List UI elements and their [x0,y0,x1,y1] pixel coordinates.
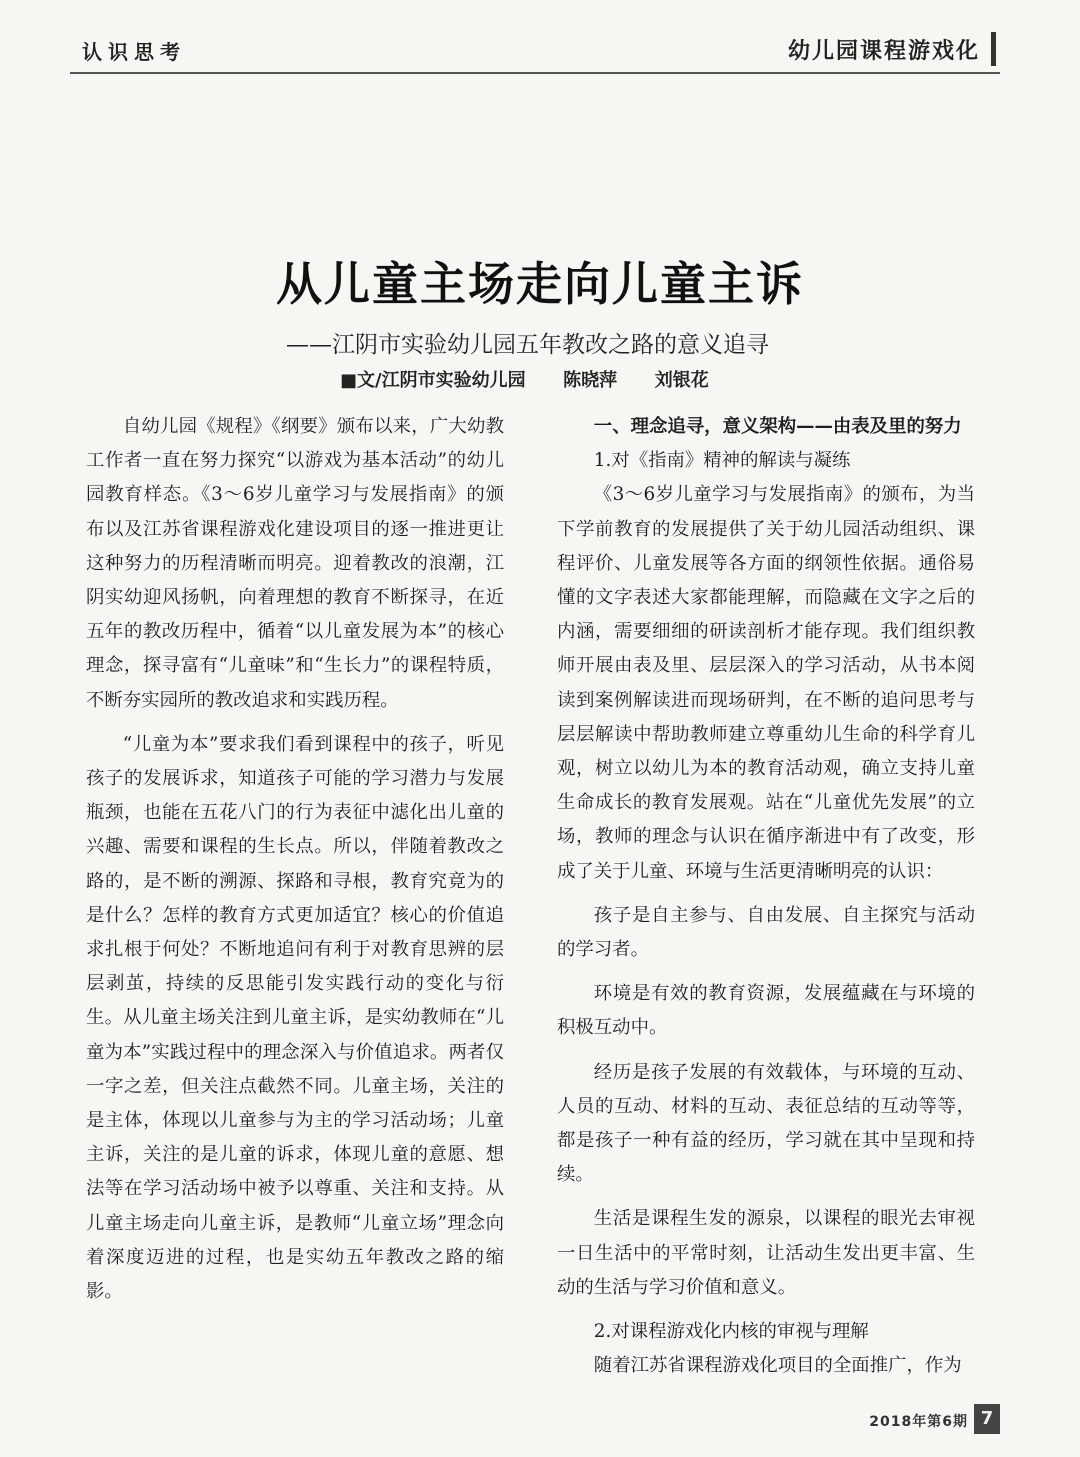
article-subtitle: ——江阴市实验幼儿园五年教改之路的意义追寻 [286,332,769,358]
body-paragraph: 随着江苏省课程游戏化项目的全面推广，作为 [593,1355,962,1377]
body-paragraph: 生活是课程生发的源泉，以课程的眼光去审视一日生活中的平常时刻，让活动生发出更丰富、生动的生活与学习价值和意义。 [557,1208,975,1298]
subsection-heading: 2.对课程游戏化内核的审视与理解 [593,1321,869,1343]
section-label: 认识思考 [82,40,186,64]
body-paragraph: 《3～6岁儿童学习与发展指南》的颁布，为当下学前教育的发展提供了关于幼儿园活动组织、课程评价、儿童发展等各方面的纲领性依据。通俗易懂的文字表述大家都能理解，而隐藏在文字之后的内涵，需要细细的研读剖析才能存现。我们组织教师开展由表及里、层层深入的学习活动，从书本阅读到案例解读进而现场研判，在不断的追问思考与层层解读中帮助教师建立尊重幼儿生命的科学育儿观，树立以幼儿为本的教育活动观，确立支持儿童生命成长的教育发展观。站在“儿童优先发展”的立场，教师的理念与认识在循序渐进中有了改变，形成了关于儿童、环境与生活更清晰明亮的认识： [557,484,975,882]
column-label: 幼儿园课程游戏化 [787,39,980,64]
section-heading: 一、理念追寻，意义架构——由表及里的努力 [593,416,962,437]
page-number: 7 [974,1404,1000,1434]
body-paragraph: 自幼儿园《规程》《纲要》颁布以来，广大幼教工作者一直在努力探究“以游戏为基本活动”的幼儿园教育样态。《3～6岁儿童学习与发展指南》的颁布以及江苏省课程游戏化建设项目的逐一推进更让这种努力的历程清晰而明亮。迎着教改的浪潮，江阴实幼迎风扬帆，向着理想的教育不断探寻，在近五年的教改历程中，循着“以儿童发展为本”的核心理念，探寻富有“儿童味”和“生长力”的课程特质，不断夯实园所的教改追求和实践历程。 [86,416,504,711]
body-paragraph: 环境是有效的教育资源，发展蕴藏在与环境的积极互动中。 [557,983,975,1039]
header-divider [70,72,1000,74]
left-column [86,410,504,1319]
issue-label: 2018年第6期 [869,1414,968,1430]
body-paragraph: 经历是孩子发展的有效载体，与环境的互动、人员的互动、材料的互动、表征总结的互动等等，都是孩子一种有益的经历，学习就在其中呈现和持续。 [557,1061,975,1186]
right-column [557,410,975,1393]
subsection-heading: 1.对《指南》精神的解读与凝练 [593,450,851,472]
article-title: 从儿童主场走向儿童主诉 [276,257,804,311]
body-paragraph: “儿童为本”要求我们看到课程中的孩子，听见孩子的发展诉求，知道孩子可能的学习潜力与发展瓶颈，也能在五花八门的行为表征中滤化出儿童的兴趣、需要和课程的生长点。所以，伴随着教改之路的，是不断的溯源、探路和寻根，教育究竟为的是什么？怎样的教育方式更加适宜？核心的价值追求扎根于何处？不断地追问有利于对教育思辨的层层剥茧，持续的反思能引发实践行动的变化与衍生。从儿童主场关注到儿童主诉，是实幼教师在“儿童为本”实践过程中的理念深入与价值追求。两者仅一字之差，但关注点截然不同。儿童主场，关注的是主体，体现以儿童参与为主的学习活动场；儿童主诉，关注的是儿童的诉求，体现儿童的意愿、想法等在学习活动场中被予以尊重、关注和支持。从儿童主场走向儿童主诉，是教师“儿童立场”理念向着深度迈进的过程，也是实幼五年教改之路的缩影。 [86,733,504,1303]
header-bar-decoration [991,32,996,66]
body-paragraph: 孩子是自主参与、自由发展、自主探究与活动的学习者。 [557,904,975,961]
article-byline: ■文/江阴市实验幼儿园 陈晓萍 刘银花 [340,370,709,391]
